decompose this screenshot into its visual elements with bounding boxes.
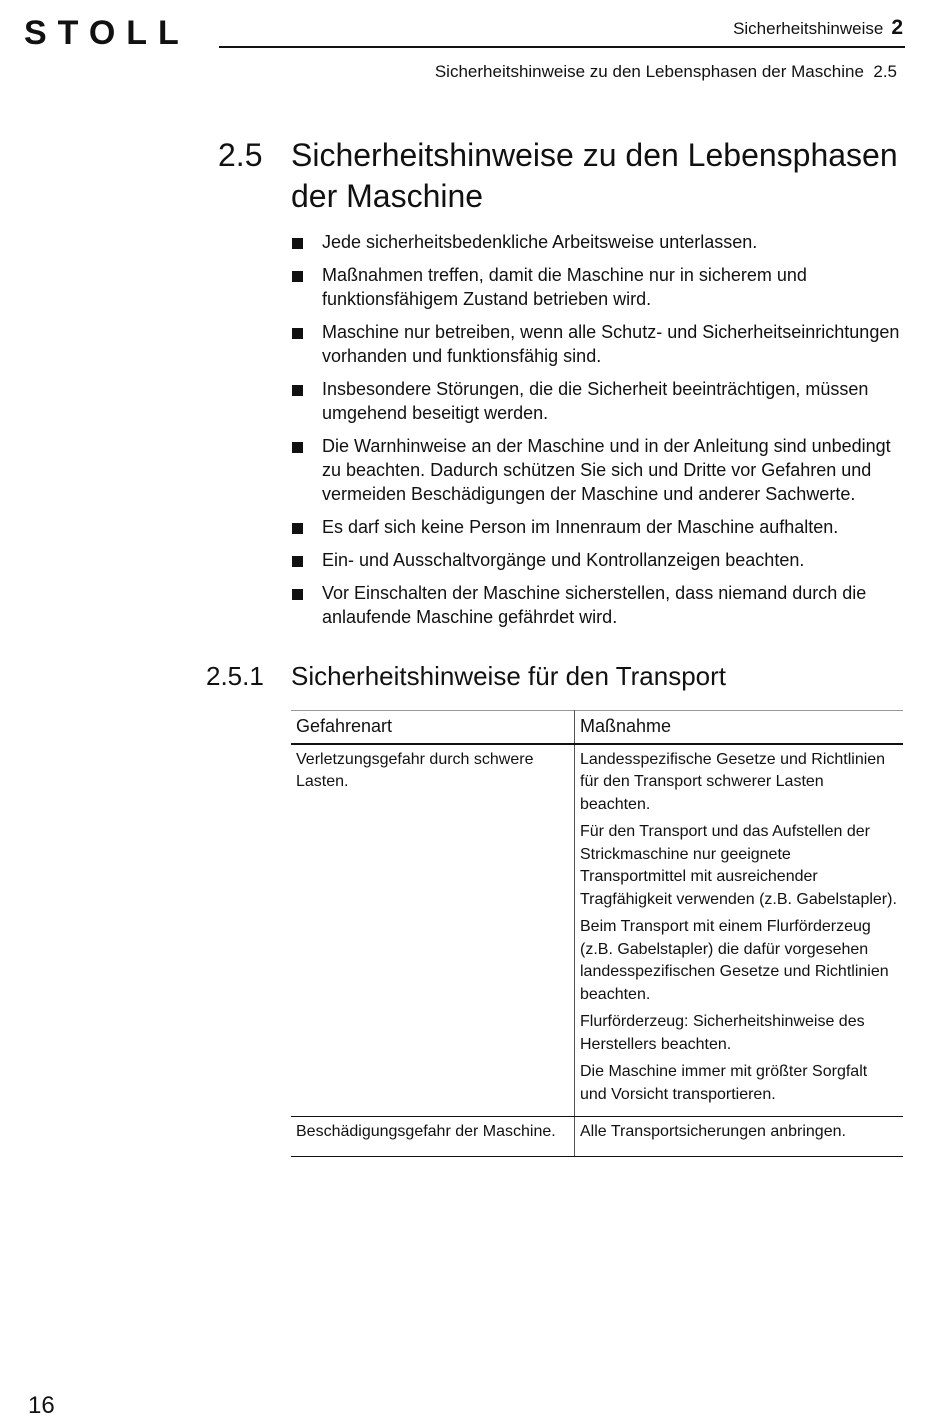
measure-text: Die Maschine immer mit größter Sorgfalt und Vorsicht transportieren. [580, 1063, 868, 1103]
measure-cell [575, 1117, 904, 1157]
bullet-square-icon [292, 556, 303, 567]
column-header-measure: Maßnahme [575, 711, 904, 744]
table-header-row [291, 711, 903, 744]
bullet-square-icon [292, 442, 303, 453]
bullet-text: Die Warnhinweise an der Maschine und in der Anleitung sind unbedingt zu beachten. Dadurch schützen Sie sich und Dritte vor Gefahren und vermeiden Beschädigungen der Maschine und anderer Sachwerte. [322, 436, 891, 504]
running-header-chapter [733, 16, 903, 40]
chapter-title: Sicherheitshinweise [733, 19, 884, 38]
list-item [291, 320, 903, 368]
transport-hazard-table [291, 710, 903, 1157]
list-item [291, 434, 903, 506]
running-header-section [435, 62, 897, 82]
list-item [291, 377, 903, 425]
list-item [291, 581, 903, 629]
bullet-text: Jede sicherheitsbedenkliche Arbeitsweise unterlassen. [322, 232, 758, 252]
table-row [291, 1117, 903, 1157]
bullet-square-icon [292, 385, 303, 396]
bullet-text: Insbesondere Störungen, die die Sicherheit beeinträchtigen, müssen umgehend beseitigt werden. [322, 379, 869, 423]
section-title: Sicherheitshinweise zu den Lebensphasen der Maschine [291, 137, 898, 214]
bullet-square-icon [292, 238, 303, 249]
bullet-square-icon [292, 589, 303, 600]
measure-text: Beim Transport mit einem Flurförderzeug (z.B. Gabelstapler) die dafür vorgesehen landesspezifischen Gesetze und Richtlinien beachten. [580, 918, 889, 1003]
list-item [291, 548, 903, 572]
page-number: 16 [28, 1392, 55, 1419]
section-number: 2.5 [218, 137, 263, 173]
chapter-number: 2 [891, 16, 903, 39]
measure-text: Landesspezifische Gesetze und Richtlinien für den Transport schwerer Lasten beachten. [580, 750, 886, 813]
subsection-title: Sicherheitshinweise für den Transport [291, 661, 727, 691]
list-item [291, 263, 903, 311]
safety-bullet-list [291, 230, 903, 638]
bullet-square-icon [292, 523, 303, 534]
measure-text: Alle Transportsicherungen anbringen. [580, 1123, 846, 1140]
bullet-text: Maßnahmen treffen, damit die Maschine nur in sicherem und funktionsfähigem Zustand betrieben wird. [322, 265, 807, 309]
header-rule [219, 46, 905, 48]
bullet-text: Vor Einschalten der Maschine sicherstellen, dass niemand durch die anlaufende Maschine gefährdet wird. [322, 583, 867, 627]
hazard-cell: Verletzungsgefahr durch schwere Lasten. [291, 744, 575, 1117]
subsection-number: 2.5.1 [206, 661, 264, 691]
bullet-text: Maschine nur betreiben, wenn alle Schutz- und Sicherheitseinrichtungen vorhanden und funktionsfähig sind. [322, 322, 900, 366]
list-item [291, 515, 903, 539]
list-item [291, 230, 903, 254]
measure-text: Für den Transport und das Aufstellen der Strickmaschine nur geeignete Transportmittel mit ausreichender Tragfähigkeit verwenden (z.B. Gabelstapler). [580, 823, 897, 908]
stoll-logo: STOLL [24, 14, 190, 52]
hazard-cell: Beschädigungsgefahr der Maschine. [291, 1117, 575, 1157]
bullet-square-icon [292, 271, 303, 282]
table-row [291, 744, 903, 1117]
measure-text: Flurförderzeug: Sicherheitshinweise des Herstellers beachten. [580, 1013, 865, 1053]
section-title-header: Sicherheitshinweise zu den Lebensphasen der Maschine [434, 62, 864, 81]
column-header-hazard: Gefahrenart [291, 711, 575, 744]
bullet-square-icon [292, 328, 303, 339]
bullet-text: Es darf sich keine Person im Innenraum der Maschine aufhalten. [322, 517, 839, 537]
measure-cell [575, 744, 904, 1117]
section-number-header: 2.5 [873, 62, 897, 81]
bullet-text: Ein- und Ausschaltvorgänge und Kontrollanzeigen beachten. [322, 550, 805, 570]
